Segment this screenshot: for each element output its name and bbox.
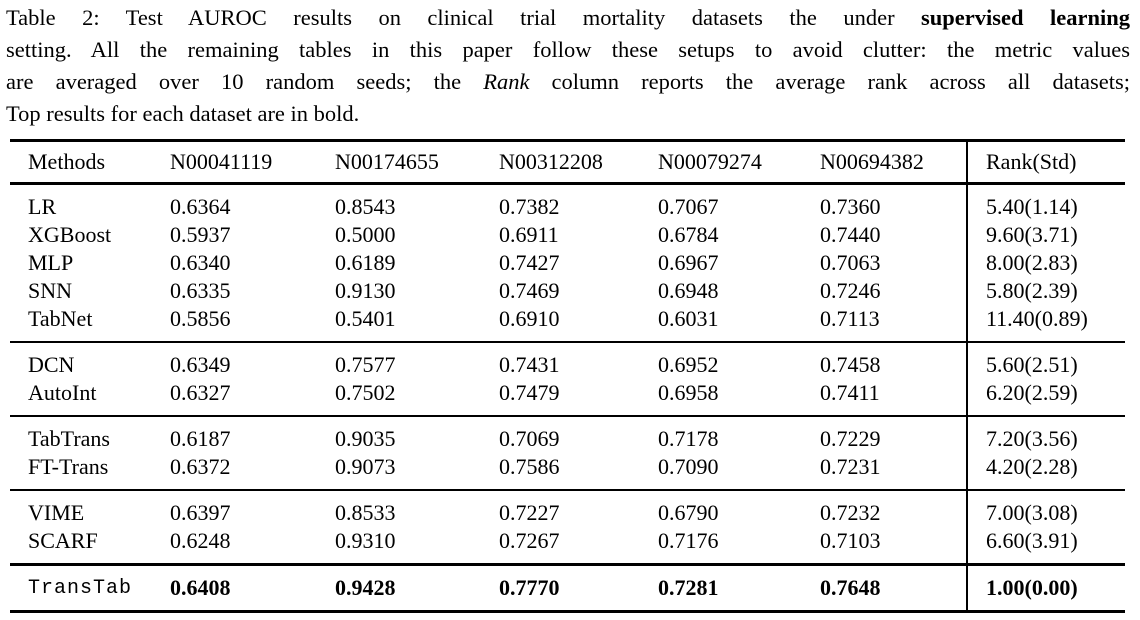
auroc-value-transtab-n00174655: 0.9428 <box>335 575 396 600</box>
caption-line-3 <box>6 66 1130 98</box>
table-row-mlp <box>10 249 1125 277</box>
auroc-value-dcn-n00079274: 0.6952 <box>658 352 719 377</box>
auroc-value-snn-n00312208: 0.7469 <box>499 278 560 303</box>
auroc-value-snn-n00694382: 0.7246 <box>820 278 881 303</box>
auroc-value-vime-n00312208: 0.7227 <box>499 500 560 525</box>
method-name-xgboost: XGBoost <box>28 222 112 247</box>
auroc-value-tabtrans-n00694382: 0.7229 <box>820 426 881 451</box>
auroc-value-snn-n00079274: 0.6948 <box>658 278 719 303</box>
table-row-ft-trans <box>10 453 1125 490</box>
table-caption <box>6 2 1130 130</box>
rank-value-autoint: 6.20(2.59) <box>967 379 1125 416</box>
auroc-value-scarf-n00312208: 0.7267 <box>499 528 560 553</box>
table-row-vime <box>10 490 1125 527</box>
auroc-value-lr-n00041119: 0.6364 <box>170 194 231 219</box>
auroc-value-lr-n00694382: 0.7360 <box>820 194 881 219</box>
auroc-value-tabtrans-n00174655: 0.9035 <box>335 426 396 451</box>
method-name-mlp: MLP <box>28 250 74 275</box>
caption-line-4 <box>6 98 1130 130</box>
auroc-value-ft-trans-n00174655: 0.9073 <box>335 454 396 479</box>
method-name-transtab: TransTab <box>28 576 133 600</box>
auroc-value-snn-n00174655: 0.9130 <box>335 278 396 303</box>
auroc-value-tabnet-n00079274: 0.6031 <box>658 306 719 331</box>
column-header-n00312208: N00312208 <box>499 149 603 174</box>
auroc-value-mlp-n00312208: 0.7427 <box>499 250 560 275</box>
column-header-rank-std: Rank(Std) <box>967 141 1125 184</box>
table-row-transtab <box>10 565 1125 612</box>
rank-value-tabnet: 11.40(0.89) <box>967 305 1125 342</box>
auroc-value-xgboost-n00312208: 0.6911 <box>499 222 559 247</box>
auroc-value-scarf-n00174655: 0.9310 <box>335 528 396 553</box>
table-header <box>10 141 1125 184</box>
auroc-value-vime-n00174655: 0.8533 <box>335 500 396 525</box>
rank-value-tabtrans: 7.20(3.56) <box>967 416 1125 453</box>
auroc-value-ft-trans-n00079274: 0.7090 <box>658 454 719 479</box>
rank-value-vime: 7.00(3.08) <box>967 490 1125 527</box>
auroc-value-tabnet-n00694382: 0.7113 <box>820 306 880 331</box>
caption-line-2 <box>6 34 1130 66</box>
column-header-n00079274: N00079274 <box>658 149 762 174</box>
auroc-value-mlp-n00174655: 0.6189 <box>335 250 396 275</box>
auroc-value-lr-n00079274: 0.7067 <box>658 194 719 219</box>
column-header-methods: Methods <box>28 149 105 174</box>
auroc-value-tabtrans-n00041119: 0.6187 <box>170 426 231 451</box>
table-row-scarf <box>10 527 1125 565</box>
auroc-value-autoint-n00312208: 0.7479 <box>499 380 560 405</box>
results-table <box>10 139 1125 613</box>
table-row-tabnet <box>10 305 1125 342</box>
auroc-value-tabtrans-n00312208: 0.7069 <box>499 426 560 451</box>
auroc-value-transtab-n00079274: 0.7281 <box>658 575 719 600</box>
method-name-tabtrans: TabTrans <box>28 426 110 451</box>
caption-segment: supervised learning <box>921 5 1130 30</box>
table-row-autoint <box>10 379 1125 416</box>
caption-line-1 <box>6 2 1130 34</box>
row-group-baselines-classical <box>10 184 1125 343</box>
caption-segment: setting. All the remaining tables in this paper follow these setups to avoid clutter: the metric values <box>6 37 1130 62</box>
auroc-value-autoint-n00694382: 0.7411 <box>820 380 880 405</box>
auroc-value-transtab-n00041119: 0.6408 <box>170 575 231 600</box>
table-row-snn <box>10 277 1125 305</box>
auroc-value-autoint-n00174655: 0.7502 <box>335 380 396 405</box>
method-name-vime: VIME <box>28 500 85 525</box>
auroc-value-xgboost-n00694382: 0.7440 <box>820 222 881 247</box>
row-group-proposed-method <box>10 565 1125 612</box>
auroc-value-dcn-n00312208: 0.7431 <box>499 352 560 377</box>
method-name-autoint: AutoInt <box>28 380 97 405</box>
caption-segment: Table 2: Test AUROC results on clinical trial mortality datasets the under <box>6 5 922 30</box>
caption-segment: column reports the average rank across all datasets; <box>529 69 1130 94</box>
auroc-value-dcn-n00174655: 0.7577 <box>335 352 396 377</box>
auroc-value-tabnet-n00041119: 0.5856 <box>170 306 231 331</box>
rank-value-mlp: 8.00(2.83) <box>967 249 1125 277</box>
rank-value-lr: 5.40(1.14) <box>967 184 1125 222</box>
method-name-ft-trans: FT-Trans <box>28 454 109 479</box>
auroc-value-ft-trans-n00041119: 0.6372 <box>170 454 231 479</box>
auroc-value-xgboost-n00041119: 0.5937 <box>170 222 231 247</box>
rank-value-xgboost: 9.60(3.71) <box>967 221 1125 249</box>
rank-value-transtab: 1.00(0.00) <box>967 565 1125 612</box>
row-group-baselines-deep-ctr <box>10 342 1125 416</box>
auroc-value-tabnet-n00174655: 0.5401 <box>335 306 396 331</box>
row-group-baselines-transformer <box>10 416 1125 490</box>
column-header-n00694382: N00694382 <box>820 149 924 174</box>
row-group-baselines-self-supervised <box>10 490 1125 565</box>
auroc-value-transtab-n00694382: 0.7648 <box>820 575 881 600</box>
caption-segment: are averaged over 10 random seeds; the <box>6 69 484 94</box>
auroc-value-mlp-n00041119: 0.6340 <box>170 250 231 275</box>
auroc-value-mlp-n00694382: 0.7063 <box>820 250 881 275</box>
auroc-value-scarf-n00041119: 0.6248 <box>170 528 231 553</box>
method-name-lr: LR <box>28 194 57 219</box>
table-row-xgboost <box>10 221 1125 249</box>
auroc-value-vime-n00041119: 0.6397 <box>170 500 231 525</box>
auroc-value-snn-n00041119: 0.6335 <box>170 278 231 303</box>
rank-value-dcn: 5.60(2.51) <box>967 342 1125 379</box>
auroc-value-transtab-n00312208: 0.7770 <box>499 575 560 600</box>
method-name-dcn: DCN <box>28 352 75 377</box>
auroc-value-lr-n00312208: 0.7382 <box>499 194 560 219</box>
table-row-lr <box>10 184 1125 222</box>
auroc-value-scarf-n00079274: 0.7176 <box>658 528 719 553</box>
header-row <box>10 141 1125 184</box>
auroc-value-dcn-n00694382: 0.7458 <box>820 352 881 377</box>
auroc-value-scarf-n00694382: 0.7103 <box>820 528 881 553</box>
auroc-value-tabnet-n00312208: 0.6910 <box>499 306 560 331</box>
auroc-value-vime-n00079274: 0.6790 <box>658 500 719 525</box>
auroc-value-autoint-n00079274: 0.6958 <box>658 380 719 405</box>
method-name-tabnet: TabNet <box>28 306 93 331</box>
auroc-value-dcn-n00041119: 0.6349 <box>170 352 231 377</box>
auroc-value-ft-trans-n00694382: 0.7231 <box>820 454 881 479</box>
caption-segment: Rank <box>483 69 530 94</box>
auroc-value-vime-n00694382: 0.7232 <box>820 500 881 525</box>
column-header-n00174655: N00174655 <box>335 149 439 174</box>
auroc-value-tabtrans-n00079274: 0.7178 <box>658 426 719 451</box>
auroc-value-ft-trans-n00312208: 0.7586 <box>499 454 560 479</box>
auroc-value-mlp-n00079274: 0.6967 <box>658 250 719 275</box>
auroc-value-xgboost-n00174655: 0.5000 <box>335 222 396 247</box>
column-header-n00041119: N00041119 <box>170 149 273 174</box>
method-name-scarf: SCARF <box>28 528 98 553</box>
rank-value-snn: 5.80(2.39) <box>967 277 1125 305</box>
table-row-dcn <box>10 342 1125 379</box>
method-name-snn: SNN <box>28 278 73 303</box>
rank-value-scarf: 6.60(3.91) <box>967 527 1125 565</box>
table-row-tabtrans <box>10 416 1125 453</box>
auroc-value-autoint-n00041119: 0.6327 <box>170 380 231 405</box>
auroc-value-lr-n00174655: 0.8543 <box>335 194 396 219</box>
auroc-value-xgboost-n00079274: 0.6784 <box>658 222 719 247</box>
caption-segment: Top results for each dataset are in bold. <box>6 101 360 126</box>
rank-value-ft-trans: 4.20(2.28) <box>967 453 1125 490</box>
